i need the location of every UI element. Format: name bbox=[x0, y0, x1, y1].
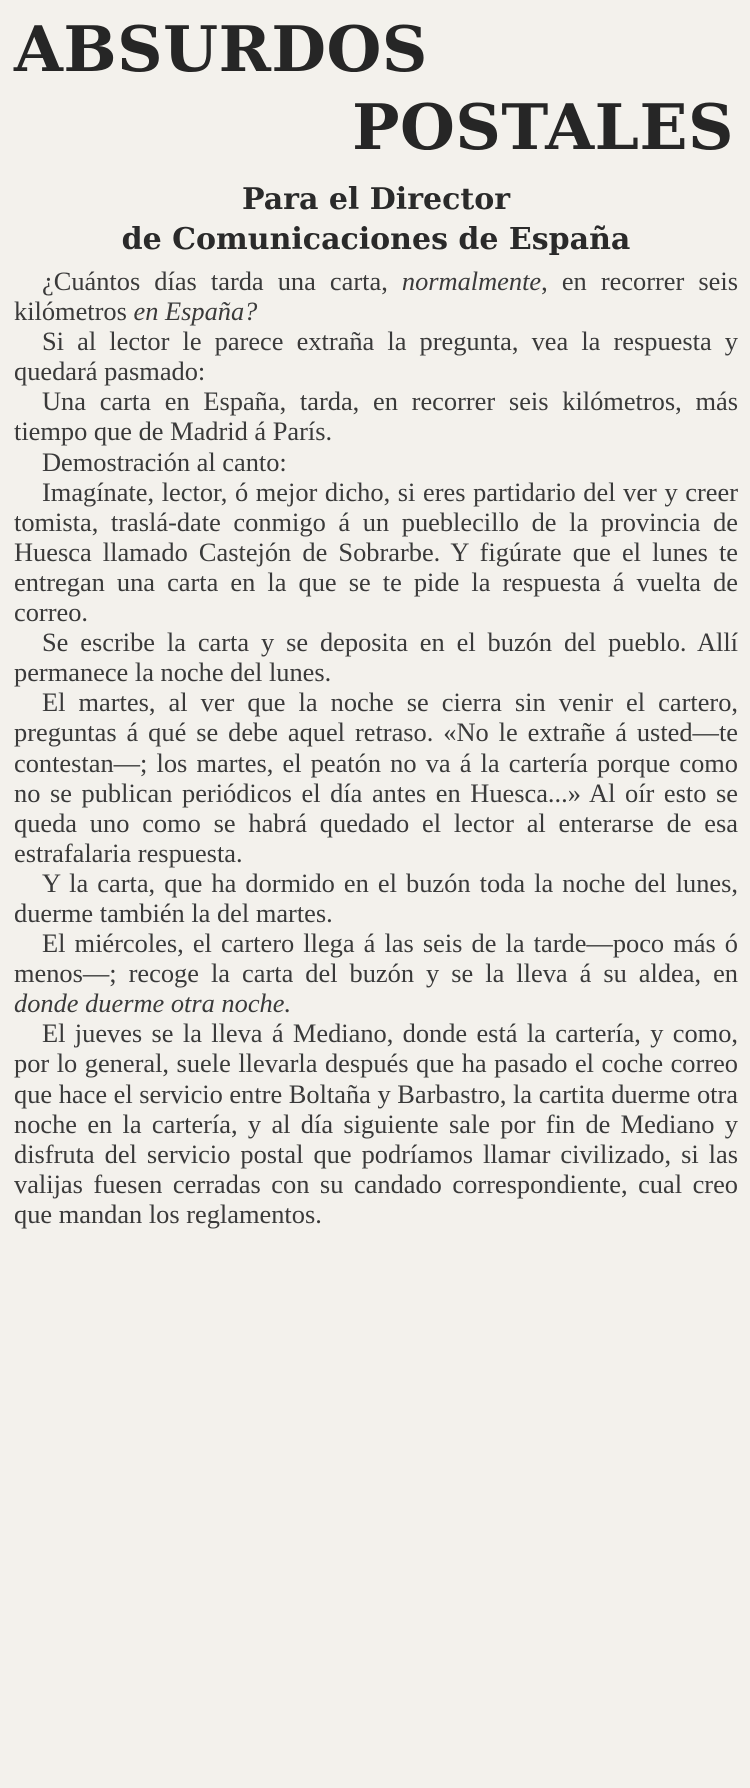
paragraph: Demostración al canto: bbox=[42, 446, 287, 477]
paragraph-text: , en recorrer seis kilómetros bbox=[14, 266, 738, 327]
emphasis-text: normalmente bbox=[401, 266, 542, 296]
paragraph: Se escribe la carta y se deposita en el buzón del pueblo. Allí permanece la noche del lunes. bbox=[14, 627, 738, 688]
emphasis-text: donde duerme otra noche. bbox=[14, 988, 292, 1019]
headline-line-2: POSTALES bbox=[352, 90, 734, 164]
subheading-line-2: de Comunicaciones de España bbox=[121, 222, 631, 257]
paragraph: Imagínate, lector, ó mejor dicho, si eres partidario del ver y creer tomista, traslá-date conmigo á un pueblecillo de la provincia de Huesca llamado Castejón de Sobrarbe. Y figúrate que el lunes te entregan una carta en la que se te pide la respuesta á vuelta de correo. bbox=[14, 476, 738, 628]
newspaper-page bbox=[0, 14, 750, 1788]
headline-line-1: ABSURDOS bbox=[14, 12, 428, 86]
paragraph-text: ¿Cuántos días tarda una carta, bbox=[42, 266, 402, 296]
paragraph bbox=[14, 928, 738, 1018]
article-body bbox=[14, 266, 738, 1229]
paragraph: Una carta en España, tarda, en recorrer seis kilómetros, más tiempo que de Madrid á París. bbox=[14, 386, 738, 447]
paragraph: El jueves se la lleva á Mediano, donde está la cartería, y como, por lo general, suele llevarla después que ha pasado el coche correo que hace el servicio entre Boltaña y Barbastro, la cartita duerme otra noche en la cartería, y al día siguiente sale por fin de Mediano y disfruta del servicio postal que podríamos llamar civilizado, si las valijas fuesen cerradas con su candado correspondiente, cual creo que mandan los reglamentos. bbox=[14, 1018, 738, 1229]
paragraph: Y la carta, que ha dormido en el buzón toda la noche del lunes, duerme también la del martes. bbox=[14, 867, 738, 928]
subheading-line-1: Para el Director bbox=[241, 182, 511, 217]
paragraph bbox=[14, 266, 738, 326]
emphasis-text: en España? bbox=[133, 296, 258, 327]
paragraph: El martes, al ver que la noche se cierra sin venir el cartero, preguntas á qué se debe aquel retraso. «No le extrañe á usted—te contestan—; los martes, el peatón no va á la cartería porque como no se publican periódicos el día antes en Huesca...» Al oír esto se queda uno como se habrá quedado el lector al enterarse de esa estrafalaria respuesta. bbox=[14, 687, 738, 868]
paragraph-text: El miércoles, el cartero llega á las seis de la tarde—poco más ó menos—; recoge la carta del buzón y se la lleva á su aldea, en bbox=[14, 928, 738, 989]
paragraph: Si al lector le parece extraña la pregunta, vea la respuesta y quedará pasmado: bbox=[14, 326, 738, 387]
